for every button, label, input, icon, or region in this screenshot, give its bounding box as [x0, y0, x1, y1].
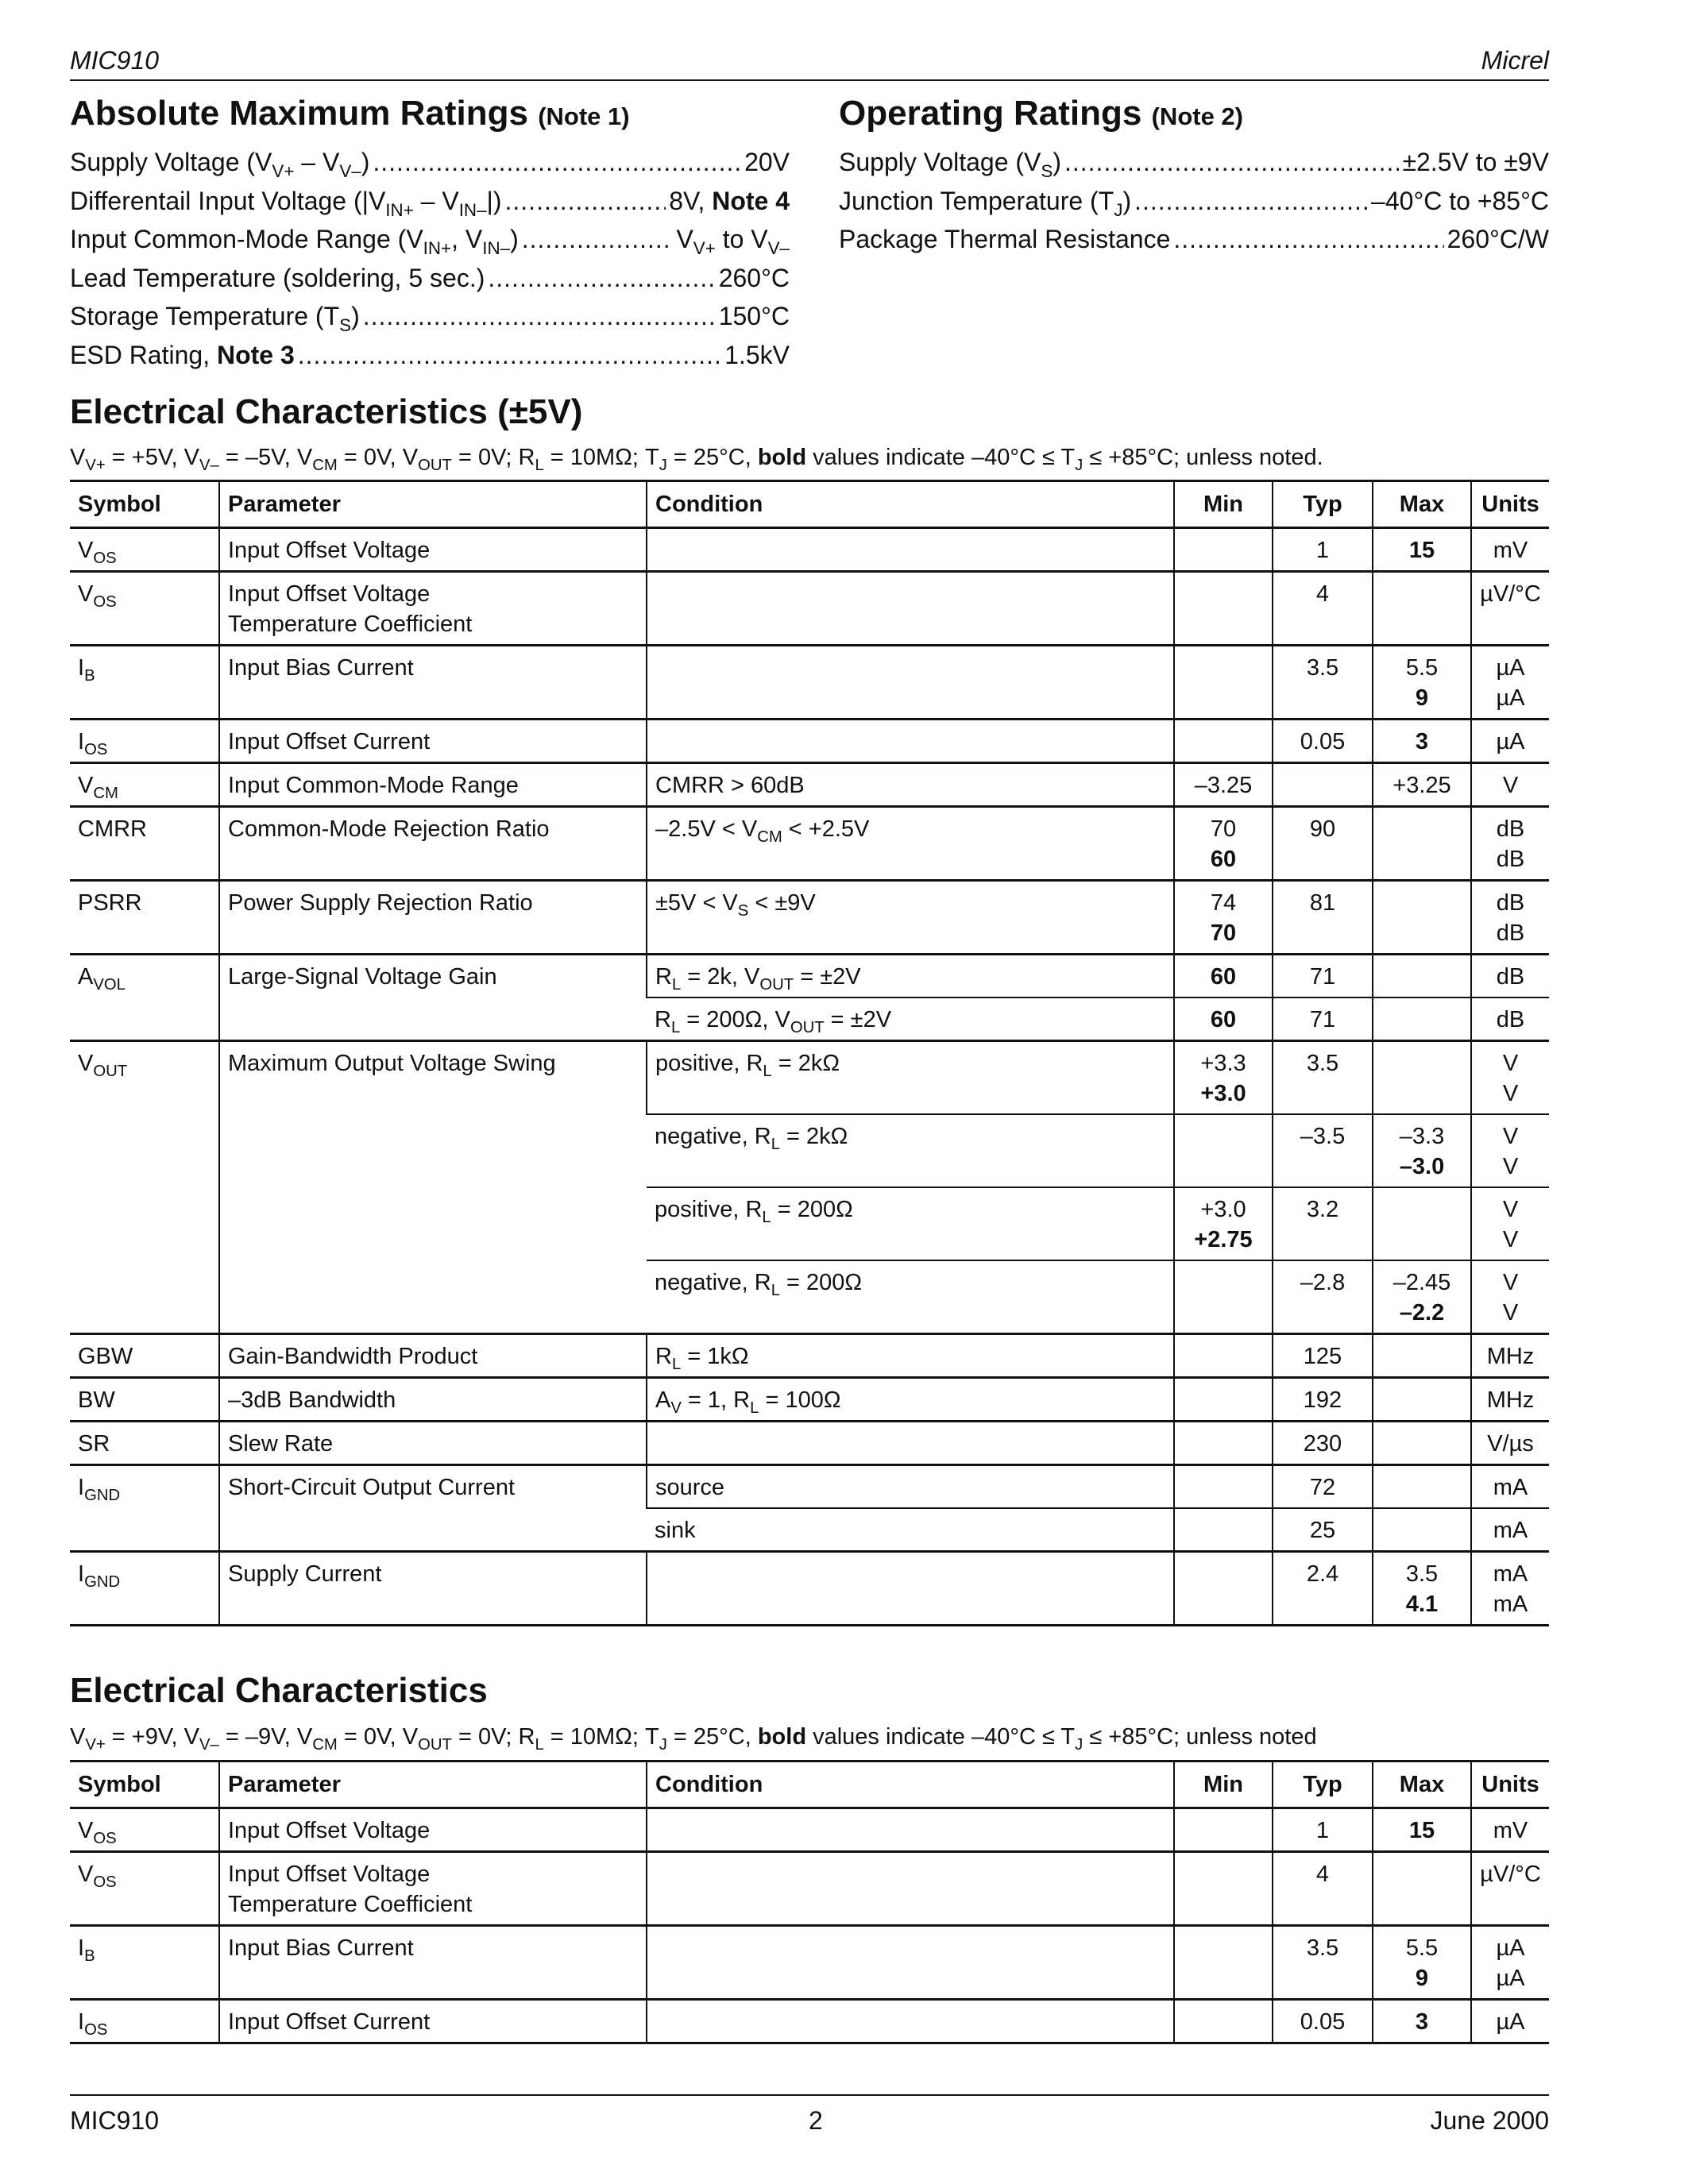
max-cell: 5.5 9	[1373, 1926, 1471, 2000]
parameter-cell: Input Common-Mode Range	[219, 763, 647, 807]
op-rating-value: 260°C/W	[1447, 225, 1549, 253]
typ-cell: 1	[1273, 1808, 1373, 1852]
typ-cell: 230	[1273, 1422, 1373, 1465]
parameter-cell: Input Offset Current	[219, 720, 647, 763]
column-header-condition: Condition	[647, 481, 1174, 528]
symbol-cell: SR	[78, 1431, 110, 1457]
symbol-cell: $V_{OS}$	[78, 1862, 117, 1892]
symbol-cell: GBW	[78, 1344, 133, 1369]
dot-leader	[488, 264, 715, 293]
op-rating-label: Junction Temperature $(T_J)$	[839, 186, 1132, 220]
typ-cell: 1	[1273, 528, 1373, 572]
typ-cell: 71	[1273, 955, 1373, 998]
column-header-typ: Typ	[1273, 1761, 1373, 1808]
abs-max-label: Storage Temperature $(T_S)$	[70, 302, 360, 335]
abs-max-heading	[70, 94, 630, 133]
dot-leader	[298, 341, 721, 370]
units-cell: µV/°C	[1471, 572, 1549, 646]
ec1-title: Electrical Characteristics (±5V)	[70, 392, 583, 431]
min-cell: 60	[1174, 955, 1273, 998]
units-cell: µA	[1471, 720, 1549, 763]
condition-cell: $-2.5V < V_{CM} < +2.5V$	[647, 807, 1174, 881]
column-header-min: Min	[1174, 481, 1273, 528]
condition-cell	[647, 1552, 1174, 1626]
condition-cell: $R_L = 200\Omega$, $V_{OUT} = \pm 2V$	[655, 1007, 892, 1037]
symbol-cell: $V_{CM}$	[78, 773, 118, 803]
column-header-symbol: Symbol	[78, 491, 161, 517]
min-cell	[1174, 572, 1273, 646]
condition-cell: sink	[655, 1518, 696, 1543]
symbol-cell: $V_{OUT}$	[78, 1051, 128, 1081]
max-cell	[1373, 1852, 1471, 1926]
typ-cell: –2.8	[1273, 1260, 1373, 1334]
symbol-cell: $A_{VOL}$	[78, 964, 126, 994]
max-cell: –2.45 –2.2	[1373, 1260, 1471, 1334]
condition-cell: positive, $R_L = 200\Omega$	[655, 1197, 853, 1227]
min-cell: 70 60	[1174, 807, 1273, 881]
parameter-cell: Maximum Output Voltage Swing	[219, 1041, 647, 1334]
dot-leader	[1134, 187, 1368, 216]
symbol-cell: BW	[78, 1387, 115, 1413]
min-cell	[1174, 2000, 1273, 2043]
min-cell	[1174, 1260, 1273, 1334]
condition-cell	[647, 646, 1174, 720]
max-cell: 15	[1373, 1808, 1471, 1852]
typ-cell: 0.05	[1273, 2000, 1373, 2043]
parameter-cell: Supply Current	[219, 1552, 647, 1626]
condition-cell	[647, 1852, 1174, 1926]
header-doc-id: MIC910	[70, 46, 160, 75]
condition-cell	[647, 1808, 1174, 1852]
abs-max-item	[70, 302, 790, 337]
units-cell: µV/°C	[1471, 1852, 1549, 1926]
symbol-cell: PSRR	[78, 890, 142, 916]
max-cell: 15	[1373, 528, 1471, 572]
condition-cell	[647, 1926, 1174, 2000]
min-cell	[1174, 1508, 1273, 1552]
parameter-cell: Short-Circuit Output Current	[219, 1465, 647, 1552]
column-header-units: Units	[1471, 1761, 1549, 1808]
typ-cell: 4	[1273, 572, 1373, 646]
abs-max-value: 260°C	[718, 263, 790, 292]
min-cell	[1174, 1334, 1273, 1378]
table-row	[70, 955, 1549, 998]
condition-cell: $\pm 5V < V_S < \pm 9V$	[647, 881, 1174, 955]
max-cell	[1373, 997, 1471, 1041]
units-cell: µA	[1471, 2000, 1549, 2043]
units-cell: dB dB	[1471, 807, 1549, 881]
typ-cell: 2.4	[1273, 1552, 1373, 1626]
table-row	[70, 1808, 1549, 1852]
condition-cell	[647, 2000, 1174, 2043]
min-cell	[1174, 1465, 1273, 1509]
table-row	[70, 1334, 1549, 1378]
typ-cell: 3.5	[1273, 1041, 1373, 1115]
ec1-table	[70, 480, 1549, 1626]
parameter-cell: Slew Rate	[219, 1422, 647, 1465]
min-cell: +3.3 +3.0	[1174, 1041, 1273, 1115]
min-cell	[1174, 1926, 1273, 2000]
symbol-cell: $I_{OS}$	[78, 729, 108, 759]
min-cell	[1174, 1422, 1273, 1465]
typ-cell	[1273, 763, 1373, 807]
parameter-cell: Common-Mode Rejection Ratio	[219, 807, 647, 881]
symbol-cell: $I_{GND}$	[78, 1475, 121, 1505]
min-cell	[1174, 528, 1273, 572]
typ-cell: 125	[1273, 1334, 1373, 1378]
max-cell	[1373, 1187, 1471, 1260]
abs-max-value: 8V, Note 4	[669, 186, 790, 215]
abs-max-note: (Note 1)	[538, 102, 630, 130]
dot-leader	[363, 302, 716, 331]
condition-cell: source	[647, 1465, 1174, 1509]
typ-cell: 3.2	[1273, 1187, 1373, 1260]
table-row	[70, 1852, 1549, 1926]
op-rating-label: Supply Voltage $(V_S)$	[839, 148, 1061, 181]
max-cell: –3.3 –3.0	[1373, 1114, 1471, 1187]
parameter-cell: Large-Signal Voltage Gain	[219, 955, 647, 1041]
column-header-parameter: Parameter	[219, 481, 647, 528]
max-cell	[1373, 1422, 1471, 1465]
footer-date: June 2000	[1430, 2106, 1549, 2135]
op-rating-label: Package Thermal Resistance	[839, 225, 1171, 253]
condition-cell: CMRR > 60dB	[647, 763, 1174, 807]
parameter-cell: Input Offset Voltage	[219, 528, 647, 572]
max-cell	[1373, 572, 1471, 646]
units-cell: V	[1471, 763, 1549, 807]
max-cell	[1373, 1041, 1471, 1115]
units-cell: V V	[1471, 1187, 1549, 1260]
symbol-cell: $I_{GND}$	[78, 1561, 121, 1592]
ec1-conditions: $V_{V+} = +5V$, $V_{V-} = -5V$, $V_{CM} = 0V$, $V_{OUT} = 0V$; $R_L = 10M\Omega$; $T_J = 25^\circ C$, bold values indicate $-40^\circ C \le T_J \le +85^\circ C$; unless noted.	[70, 445, 1323, 475]
abs-max-label: ESD Rating, Note 3	[70, 340, 295, 369]
abs-max-label: Supply Voltage $(V_{V+} - V_{V-})$	[70, 148, 370, 181]
abs-max-item	[70, 187, 790, 222]
column-header-typ: Typ	[1273, 481, 1373, 528]
abs-max-value: 150°C	[718, 302, 790, 330]
table-row	[70, 1465, 1549, 1509]
abs-max-item	[70, 148, 790, 183]
dot-leader	[505, 187, 666, 216]
min-cell: –3.25	[1174, 763, 1273, 807]
column-header-symbol: Symbol	[78, 1771, 161, 1797]
abs-max-value: $V_{V+}$ to $V_{V-}$	[676, 225, 790, 258]
dot-leader	[1064, 148, 1399, 177]
max-cell	[1373, 1465, 1471, 1509]
symbol-cell: CMRR	[78, 816, 147, 842]
table-row	[70, 1926, 1549, 2000]
symbol-cell: $V_{OS}$	[78, 581, 117, 612]
op-ratings-note: (Note 2)	[1151, 102, 1243, 130]
parameter-cell: Input Offset Voltage Temperature Coefficient	[219, 1852, 647, 1926]
parameter-cell: Input Bias Current	[219, 1926, 647, 2000]
parameter-cell: Gain-Bandwidth Product	[219, 1334, 647, 1378]
dot-leader	[373, 148, 741, 177]
max-cell: 5.5 9	[1373, 646, 1471, 720]
units-cell: V V	[1471, 1260, 1549, 1334]
op-rating-item	[839, 225, 1549, 260]
condition-cell	[647, 528, 1174, 572]
typ-cell: 25	[1273, 1508, 1373, 1552]
min-cell: +3.0 +2.75	[1174, 1187, 1273, 1260]
max-cell: +3.25	[1373, 763, 1471, 807]
op-ratings-heading	[839, 94, 1243, 133]
typ-cell: 4	[1273, 1852, 1373, 1926]
parameter-cell: –3dB Bandwidth	[219, 1378, 647, 1422]
symbol-cell: $I_{OS}$	[78, 2009, 108, 2039]
condition-cell: negative, $R_L = 200\Omega$	[655, 1270, 863, 1300]
max-cell	[1373, 1334, 1471, 1378]
max-cell: 3	[1373, 720, 1471, 763]
typ-cell: 71	[1273, 997, 1373, 1041]
units-cell: dB	[1471, 997, 1549, 1041]
footer-page-number: 2	[809, 2106, 823, 2135]
condition-cell: positive, $R_L = 2k\Omega$	[647, 1041, 1174, 1115]
typ-cell: 3.5	[1273, 646, 1373, 720]
ec1-header-row	[70, 481, 1549, 528]
abs-max-value: 20V	[744, 148, 790, 176]
symbol-cell: $I_B$	[78, 655, 95, 685]
table-row	[70, 646, 1549, 720]
condition-cell: $A_V = 1$, $R_L = 100\Omega$	[647, 1378, 1174, 1422]
column-header-max: Max	[1373, 1761, 1471, 1808]
min-cell	[1174, 1808, 1273, 1852]
min-cell: 74 70	[1174, 881, 1273, 955]
header-company: Micrel	[1481, 46, 1549, 75]
symbol-cell: $V_{OS}$	[78, 538, 117, 568]
units-cell: V/µs	[1471, 1422, 1549, 1465]
op-ratings-title: Operating Ratings	[839, 94, 1142, 133]
parameter-cell: Power Supply Rejection Ratio	[219, 881, 647, 955]
ec2-table	[70, 1760, 1549, 2044]
units-cell: mV	[1471, 1808, 1549, 1852]
table-row	[70, 1552, 1549, 1626]
typ-cell: –3.5	[1273, 1114, 1373, 1187]
symbol-cell: $I_B$	[78, 1935, 95, 1966]
abs-max-label: Input Common-Mode Range ($V_{IN+}$, $V_{IN-}$)	[70, 225, 519, 258]
condition-cell: negative, $R_L = 2k\Omega$	[655, 1124, 848, 1154]
table-row	[70, 2000, 1549, 2043]
max-cell	[1373, 955, 1471, 998]
abs-max-item	[70, 225, 790, 260]
footer-doc-id: MIC910	[70, 2106, 160, 2135]
min-cell	[1174, 720, 1273, 763]
dot-leader	[522, 225, 674, 254]
condition-cell	[647, 1422, 1174, 1465]
op-rating-item	[839, 187, 1549, 222]
min-cell	[1174, 1114, 1273, 1187]
typ-cell: 90	[1273, 807, 1373, 881]
abs-max-label: Lead Temperature (soldering, 5 sec.)	[70, 263, 485, 292]
footer-rule	[70, 2094, 1549, 2096]
column-header-max: Max	[1373, 481, 1471, 528]
parameter-cell: Input Bias Current	[219, 646, 647, 720]
condition-cell	[647, 572, 1174, 646]
table-row	[70, 1422, 1549, 1465]
units-cell: dB dB	[1471, 881, 1549, 955]
min-cell	[1174, 1852, 1273, 1926]
condition-cell: $R_L = 1k\Omega$	[647, 1334, 1174, 1378]
abs-max-label: Differentail Input Voltage $(|V_{IN+} - V_{IN-}|)$	[70, 186, 502, 220]
max-cell	[1373, 881, 1471, 955]
typ-cell: 81	[1273, 881, 1373, 955]
units-cell: MHz	[1471, 1378, 1549, 1422]
units-cell: dB	[1471, 955, 1549, 998]
typ-cell: 0.05	[1273, 720, 1373, 763]
abs-max-item	[70, 341, 790, 376]
min-cell	[1174, 1378, 1273, 1422]
op-rating-item	[839, 148, 1549, 183]
column-header-units: Units	[1471, 481, 1549, 528]
table-row	[70, 1041, 1549, 1115]
parameter-cell: Input Offset Voltage	[219, 1808, 647, 1852]
condition-cell: $R_L = 2k$, $V_{OUT} = \pm 2V$	[647, 955, 1174, 998]
op-rating-value: ±2.5V to ±9V	[1402, 148, 1549, 176]
units-cell: mA	[1471, 1465, 1549, 1509]
column-header-min: Min	[1174, 1761, 1273, 1808]
table-row	[70, 807, 1549, 881]
max-cell: 3.5 4.1	[1373, 1552, 1471, 1626]
op-rating-value: –40°C to +85°C	[1371, 186, 1549, 215]
units-cell: µA µA	[1471, 1926, 1549, 2000]
table-row	[70, 528, 1549, 572]
parameter-cell: Input Offset Voltage Temperature Coefficient	[219, 572, 647, 646]
max-cell: 3	[1373, 2000, 1471, 2043]
table-row	[70, 1378, 1549, 1422]
abs-max-value: 1.5kV	[724, 340, 790, 369]
min-cell	[1174, 646, 1273, 720]
max-cell	[1373, 807, 1471, 881]
ec2-conditions: $V_{V+} = +9V$, $V_{V-} = -9V$, $V_{CM} = 0V$, $V_{OUT} = 0V$; $R_L = 10M\Omega$; $T_J = 25^\circ C$, bold values indicate $-40^\circ C \le T_J \le +85^\circ C$; unless noted	[70, 1724, 1317, 1754]
abs-max-title: Absolute Maximum Ratings	[70, 94, 528, 133]
parameter-cell: Input Offset Current	[219, 2000, 647, 2043]
header-rule	[70, 79, 1549, 81]
ec2-header-row	[70, 1761, 1549, 1808]
units-cell: µA µA	[1471, 646, 1549, 720]
typ-cell: 3.5	[1273, 1926, 1373, 2000]
column-header-condition: Condition	[647, 1761, 1174, 1808]
min-cell: 60	[1174, 997, 1273, 1041]
units-cell: mV	[1471, 528, 1549, 572]
column-header-parameter: Parameter	[219, 1761, 647, 1808]
units-cell: V V	[1471, 1114, 1549, 1187]
max-cell	[1373, 1508, 1471, 1552]
units-cell: V V	[1471, 1041, 1549, 1115]
units-cell: mA mA	[1471, 1552, 1549, 1626]
table-row	[70, 881, 1549, 955]
table-row	[70, 572, 1549, 646]
abs-max-item	[70, 264, 790, 299]
ec2-title: Electrical Characteristics	[70, 1671, 488, 1710]
symbol-cell: $V_{OS}$	[78, 1818, 117, 1848]
units-cell: MHz	[1471, 1334, 1549, 1378]
table-row	[70, 720, 1549, 763]
typ-cell: 72	[1273, 1465, 1373, 1509]
units-cell: mA	[1471, 1508, 1549, 1552]
condition-cell	[647, 720, 1174, 763]
min-cell	[1174, 1552, 1273, 1626]
max-cell	[1373, 1378, 1471, 1422]
table-row	[70, 763, 1549, 807]
typ-cell: 192	[1273, 1378, 1373, 1422]
dot-leader	[1173, 225, 1443, 254]
